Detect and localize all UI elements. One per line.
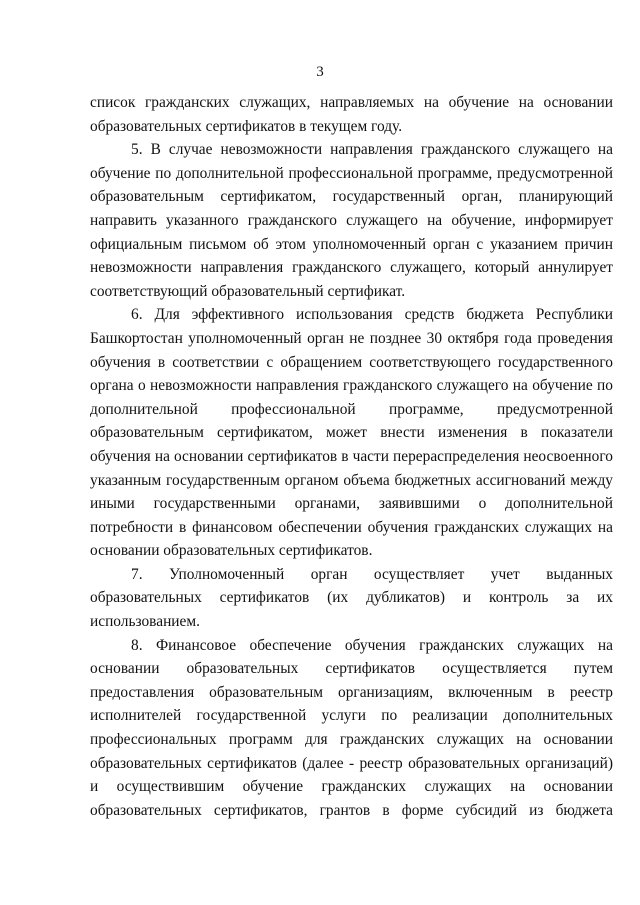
page-number: 3 — [316, 64, 324, 80]
paragraph-8: 8. Финансовое обеспечение обучения гражданских служащих на основании образовательных сертификатов осуществляется путем предоставления образовательным организациям, включенным в реестр исполнителей государственной услуги по реализации дополнительных профессиональных программ для гражданских служащих на основании образовательных сертификатов (далее - реестр образовательных организаций) и осуществившим обучение гражданских служащих на основании образовательных сертификатов, грантов в форме субсидий из бюджета — [90, 636, 613, 819]
paragraph-continuation: список гражданских служащих, направляемых на обучение на основании образовательных сертификатов в текущем году. — [90, 94, 613, 135]
paragraph-6: 6. Для эффективного использования средств бюджета Республики Башкортостан уполномоченный орган не позднее 30 октября года проведения обучения в соответствии с обращением соответствующего государственного органа о невозможности направления гражданского служащего на обучение по дополнительной профессиональной программе, предусмотренной образовательным сертификатом, может внести изменения в показатели обучения на основании сертификатов в части перераспределения неосвоенного указанным государственным органом объема бюджетных ассигнований между иными государственными органами, заявившими о дополнительной потребности в финансовом обеспечении обучения гражданских служащих на основании образовательных сертификатов. — [90, 306, 613, 560]
body-text — [90, 91, 613, 822]
paragraph-7: 7. Уполномоченный орган осуществляет учет выданных образовательных сертификатов (их дубликатов) и контроль за их использованием. — [90, 565, 613, 631]
paragraph-5: 5. В случае невозможности направления гражданского служащего на обучение по дополнительной профессиональной программе, предусмотренной образовательным сертификатом, государственный орган, планирующий направить указанного гражданского служащего на обучение, информирует официальным письмом об этом уполномоченный орган с указанием причин невозможности направления гражданского служащего, который аннулирует соответствующий образовательный сертификат. — [90, 141, 613, 300]
